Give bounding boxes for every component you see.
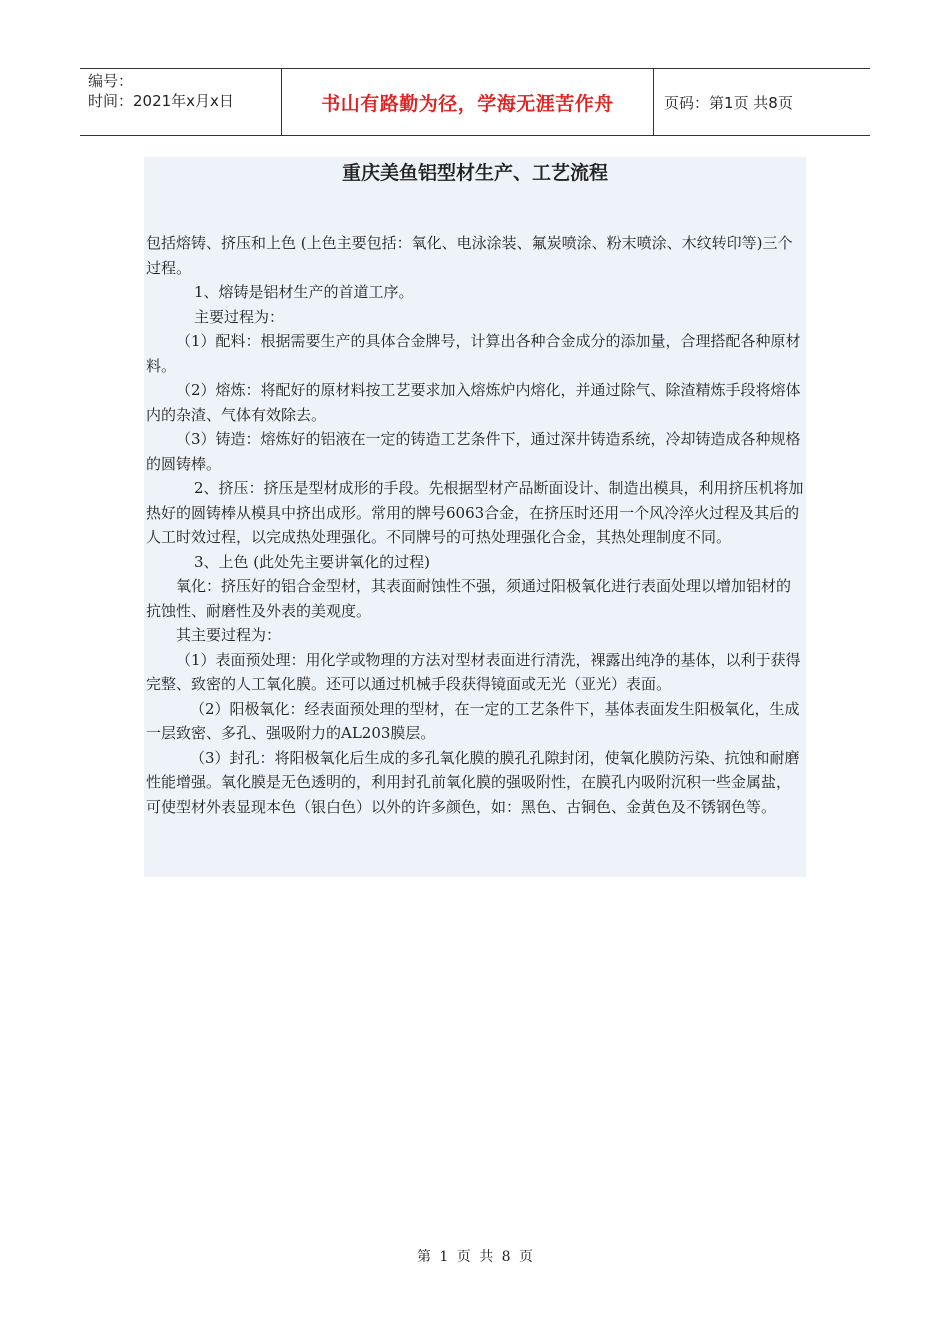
paragraph: （1）配料：根据需要生产的具体合金牌号，计算出各种合金成分的添加量，合理搭配各种原材料。 [146,332,801,375]
page-header [80,68,870,136]
document-number-label: 编号： [88,72,134,90]
paragraph: 2、挤压：挤压是型材成形的手段。先根据型材产品断面设计、制造出模具，利用挤压机将加热好的圆铸棒从模具中挤出成形。常用的牌号6063合金，在挤压时还用一个风冷淬火过程及其后的人工时效过程，以完成热处理强化。不同牌号的可热处理强化合金，其热处理制度不同。 [146,479,804,546]
paragraph: 1、熔铸是铝材生产的首道工序。 [194,283,414,301]
paragraph: （3）铸造：熔炼好的铝液在一定的铸造工艺条件下，通过深井铸造系统，冷却铸造成各种规格的圆铸棒。 [146,430,801,473]
paragraph: （2）熔炼：将配好的原材料按工艺要求加入熔炼炉内熔化，并通过除气、除渣精炼手段将熔体内的杂渣、气体有效除去。 [146,381,801,424]
paragraph: 氧化：挤压好的铝合金型材，其表面耐蚀性不强，须通过阳极氧化进行表面处理以增加铝材的抗蚀性、耐磨性及外表的美观度。 [146,577,792,620]
paragraph: （2）阳极氧化：经表面预处理的型材，在一定的工艺条件下，基体表面发生阳极氧化，生成一层致密、多孔、强吸附力的AL203膜层。 [146,699,800,742]
document-date: 时间：2021年x月x日 [88,92,234,110]
page-footer: 第 1 页 共 8 页 [416,1249,534,1265]
document-title: 重庆美鱼铝型材生产、工艺流程 [341,162,608,184]
header-meta [80,69,282,135]
paragraph: （3）封孔：将阳极氧化后生成的多孔氧化膜的膜孔孔隙封闭，使氧化膜防污染、抗蚀和耐磨性能增强。氧化膜是无色透明的，利用封孔前氧化膜的强吸附性，在膜孔内吸附沉积一些金属盐，可使型材外表显现本色（银白色）以外的许多颜色，如：黑色、古铜色、金黄色及不锈钢色等。 [146,748,800,816]
paragraph: 包括熔铸、挤压和上色 (上色主要包括：氧化、电泳涂装、氟炭喷涂、粉末喷涂、木纹转印等)三个过程。 [146,234,793,277]
paragraph: 3、上色 (此处先主要讲氧化的过程) [194,552,431,571]
header-motto: 书山有路勤为径，学海无涯苦作舟 [282,69,654,135]
document-body [144,157,806,877]
paragraph: （1）表面预处理：用化学或物理的方法对型材表面进行清洗，裸露出纯净的基体，以利于获得完整、致密的人工氧化膜。还可以通过机械手段获得镜面或无光（亚光）表面。 [146,650,801,693]
paragraph: 主要过程为： [194,307,285,326]
header-page-info: 页码：第1页 共8页 [664,93,793,112]
paragraph: 其主要过程为： [176,626,282,644]
